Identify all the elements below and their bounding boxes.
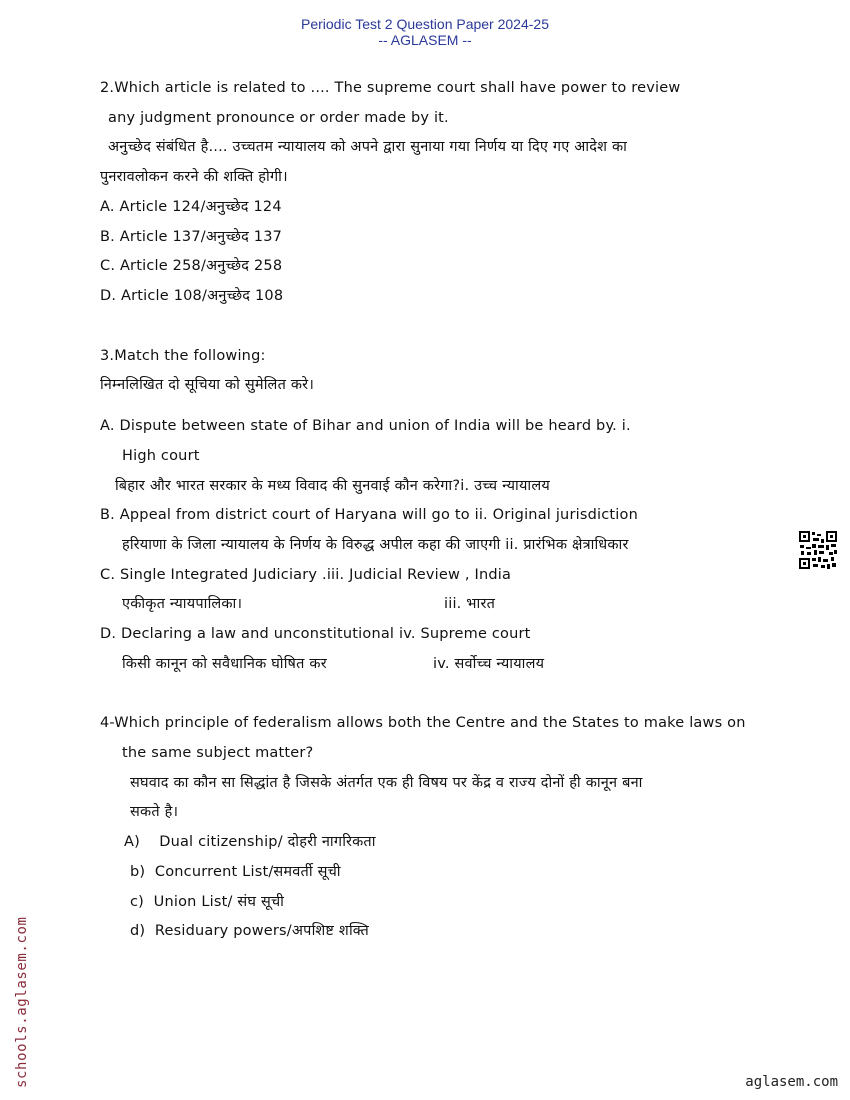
q2-option-c: C. Article 258/अनुच्छेद 258	[100, 258, 283, 274]
q4-hindi-line2: सकते है।	[130, 804, 179, 820]
q3-item-d-hindi: किसी कानून को सवैधानिक घोषित कर	[122, 656, 327, 672]
q4-text-line2: the same subject matter?	[122, 745, 314, 761]
q3-item-c-hindi: एकीकृत न्यायपालिका।	[122, 596, 243, 612]
q4-option-c: c) Union List/ संघ सूची	[130, 894, 285, 910]
qr-code-icon	[798, 530, 838, 570]
q4-option-a: A) Dual citizenship/ दोहरी नागरिकता	[124, 834, 376, 850]
q3-text-line1: 3.Match the following:	[100, 348, 266, 364]
q3-item-b-hindi: हरियाणा के जिला न्यायालय के निर्णय के विरुद्ध अपील कहा की जाएगी ii. प्रारंभिक क्षेत्राधिकार	[122, 537, 629, 553]
q4-option-d: d) Residuary powers/अपशिष्ट शक्ति	[130, 923, 369, 939]
q2-option-d: D. Article 108/अनुच्छेद 108	[100, 288, 284, 304]
q2-text-line1: 2.Which article is related to .... The supreme court shall have power to review	[100, 80, 681, 96]
q2-hindi-line2: पुनरावलोकन करने की शक्ति होगी।	[100, 169, 288, 185]
footer-watermark: aglasem.com	[745, 1074, 838, 1090]
paper-title: Periodic Test 2 Question Paper 2024-25	[300, 16, 549, 32]
q2-option-a: A. Article 124/अनुच्छेद 124	[100, 199, 282, 215]
q3-item-a-cont: High court	[122, 448, 200, 464]
q3-item-c-hindi-match: iii. भारत	[444, 596, 496, 612]
q3-item-d: D. Declaring a law and unconstitutional iv. Supreme court	[100, 626, 531, 642]
q3-item-a-hindi: बिहार और भारत सरकार के मध्य विवाद की सुनवाई कौन करेगा?i. उच्च न्यायालय	[115, 478, 550, 494]
q2-text-line2: any judgment pronounce or order made by it.	[108, 110, 449, 126]
q2-option-b: B. Article 137/अनुच्छेद 137	[100, 229, 283, 245]
q4-text-line1: 4-Which principle of federalism allows both the Centre and the States to make laws on	[100, 715, 746, 731]
q3-item-c: C. Single Integrated Judiciary .iii. Judicial Review , India	[100, 567, 512, 583]
paper-source: -- AGLASEM --	[378, 32, 472, 48]
page-header	[0, 16, 850, 48]
q2-hindi-line1: अनुच्छेद संबंधित है.... उच्चतम न्यायालय को अपने द्वारा सुनाया गया निर्णय या दिए गए आदेश का	[108, 139, 628, 155]
side-watermark: schools.aglasem.com	[14, 916, 30, 1088]
q3-hindi-line1: निम्नलिखित दो सूचिया को सुमेलित करे।	[100, 377, 315, 393]
q4-option-b: b) Concurrent List/समवर्ती सूची	[130, 864, 341, 880]
q4-hindi-line1: सघवाद का कौन सा सिद्धांत है जिसके अंतर्गत एक ही विषय पर केंद्र व राज्य दोनों ही कानून बना	[130, 775, 643, 791]
q3-item-b: B. Appeal from district court of Haryana will go to ii. Original jurisdiction	[100, 507, 638, 523]
q3-item-a: A. Dispute between state of Bihar and union of India will be heard by. i.	[100, 418, 631, 434]
q3-item-d-hindi-match: iv. सर्वोच्च न्यायालय	[433, 656, 545, 672]
